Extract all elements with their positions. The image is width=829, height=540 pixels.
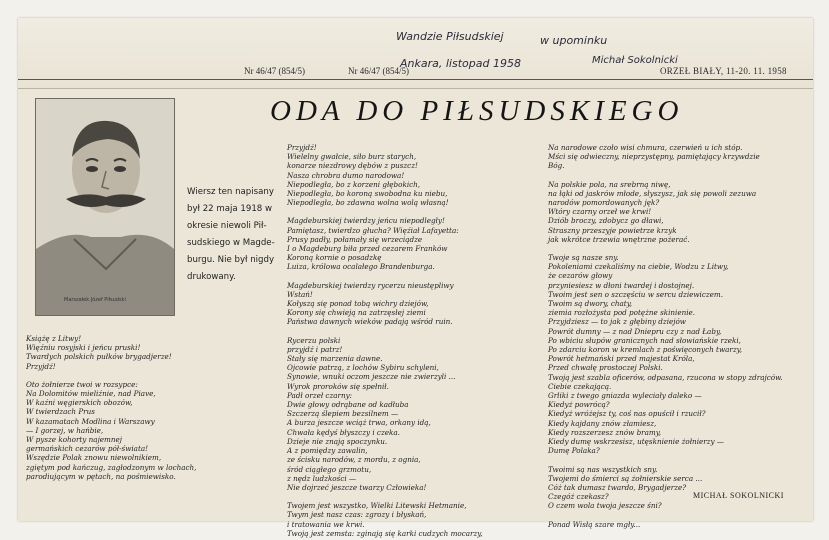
poem-line: zgiętym pod kańczug, zagłodzonym w lochach, — [26, 462, 197, 472]
poem-line: narodów pomordowanych jęk? — [548, 198, 660, 208]
handwritten-dedication-end: w upominku — [540, 34, 608, 47]
poem-line: Wyrok proroków się spełnił. — [287, 381, 389, 391]
poem-column-right — [548, 143, 783, 529]
issue-number-left: Nr 46/47 (854/5) — [244, 66, 305, 76]
poem-line: A burza jeszcze wciąż trwa, orkany idą, — [287, 418, 431, 428]
newspaper-name-date: ORZEŁ BIAŁY, 11-20. 11. 1958 — [660, 66, 787, 76]
poem-line: Twoją jest szabla oficerów, odpasana, rzucona w stopy zdrajców. — [548, 372, 783, 382]
poem-line: i tratowania we krwi. — [287, 519, 365, 529]
poem-line: parodiującym w pętach, na pośmiewisko. — [26, 471, 176, 481]
poem-line: przyjdź i patrz! — [287, 344, 343, 354]
poem-line: Niepodległa, bo z korzeni głębokich, — [287, 179, 421, 189]
poem-line: W twierdzach Prus — [26, 407, 95, 417]
poem-line: Kołyszą się ponad tobą wichry dziejów, — [287, 299, 429, 309]
poem-line: Kiedy kajdany znów złamiesz, — [548, 418, 657, 428]
poem-line: przyniesiesz w dłoni twardej i dostojnej. — [548, 280, 695, 290]
poem-line: Magdeburskiej twierdzy jeńcu niepodległy! — [287, 216, 445, 226]
poem-line: Cóż tak dumasz twardo, Brygadjerze? — [548, 482, 687, 492]
issue-number-right: Nr 46/47 (854/5) — [348, 66, 409, 76]
poem-line: Niepodległa, bo zdawna wolna wolą własną! — [287, 198, 449, 208]
poem-line: Twoim jest sen o szczęściu w sercu dziewiczem. — [548, 289, 724, 299]
poem-line: na łąki od jaskrów młode, słyszysz, jak się powoli zezuwa — [548, 188, 757, 198]
poem-line: Pokoleniami czekaliśmy na ciebie, Wodzu z Litwy, — [548, 262, 729, 272]
poem-line: germańskich cezarów pół-świata! — [26, 444, 149, 454]
poem-line: z nędz ludzkości — — [287, 473, 357, 483]
stanza-break — [548, 511, 783, 520]
poem-line: Wielelny gwałcie, siło burz starych, — [287, 152, 417, 162]
poem-line: Dziób broczy, zdobycz go dławi, — [548, 216, 664, 226]
poem-line: Dwie głowy odrąbane od kadłuba — [287, 400, 409, 410]
poem-line: Chwała kędyś błyszczy i czeka. — [287, 427, 400, 437]
poem-line: Nasza chrobra dumo narodowa! — [287, 170, 405, 180]
handwritten-signature: Michał Sokolnicki — [592, 55, 678, 66]
poem-line: Ciebie czekającą. — [548, 381, 612, 391]
poem-line: Twojem jest wszystko, Wielki Litewski Hetmanie, — [287, 501, 467, 511]
poem-line: W kazamatach Modlina i Warszawy — [26, 416, 155, 426]
poem-line: Pamiętasz, twierdzo głucha? Więźiał Lafayetta: — [287, 225, 459, 235]
poem-line: Koroną kornie o posadzkę — [287, 253, 382, 263]
poem-line: Powrót hetmański przed majestat Króla, — [548, 354, 695, 364]
note-line: okresie niewoli Pił- — [187, 221, 267, 231]
poem-line: Twoim są dwory, chaty, — [548, 299, 633, 309]
header-rule — [18, 79, 813, 80]
stanza-break — [287, 492, 483, 501]
poem-line: jak wkrótce trzewia wnętrzne pożerać. — [548, 234, 690, 244]
poem-line: O czem wola twoja jeszcze śni? — [548, 501, 662, 511]
poem-line: Kiedy rozszerzesz znów bramy, — [548, 427, 662, 437]
poem-line: śród ciągłego grzmotu, — [287, 464, 372, 474]
stanza-break — [287, 327, 483, 336]
poem-line: Przed chwałę prostoczej Polski. — [548, 363, 663, 373]
poem-line: Powrót dumny — z nad Dniepru czy z nad Łaby, — [548, 326, 722, 336]
poem-line: Więźniu rosyjski i jeńcu pruski! — [26, 343, 141, 353]
poem-line: Twojemi do śmierci są żołnierskie serca ... — [548, 473, 703, 483]
poem-line: Ojcowie patrzą, z lochów Sybiru schyleni, — [287, 363, 439, 373]
poem-line: — I gorzej, w hańbie, — [26, 425, 104, 435]
poem-line: Magdeburskiej twierdzy rycerzu nieustępliwy — [287, 280, 454, 290]
poem-title: ODA DO PIŁSUDSKIEGO — [270, 95, 684, 127]
poem-line: Po wbiciu słupów granicznych nad słowiańskie rzeki, — [548, 335, 741, 345]
portrait-illustration — [36, 99, 174, 315]
poem-line: Dzieje nie znają spoczynku. — [287, 436, 388, 446]
note-line: burgu. Nie był nigdy — [187, 255, 275, 265]
poem-line: Stały się marzenia dawne. — [287, 354, 383, 364]
poem-line: Na Dolomitów mieliźnie, nad Piave, — [26, 389, 156, 399]
poem-line: Wszędzie Polak znowu niewolnikiem, — [26, 453, 162, 463]
poem-line: Oto żołnierze twoi w rozsypce: — [26, 379, 138, 389]
note-line: był 22 maja 1918 w — [187, 204, 273, 214]
poem-line: W kaźni węgierskich obozów, — [26, 398, 133, 408]
stanza-break — [287, 207, 483, 216]
poem-line: Przyjdź! — [287, 143, 317, 152]
poem-line: A z pomiędzy zawalin, — [287, 446, 368, 456]
note-line: Wiersz ten napisany — [187, 187, 274, 197]
poem-line: Twardych polskich pułków brygadjerze! — [26, 352, 172, 362]
stanza-break — [548, 456, 783, 465]
poem-line: Po zdarciu koron w kremlach z poświęconych twarzy, — [548, 345, 742, 355]
stanza-break — [26, 371, 196, 380]
poem-line: Kiedyż powrócą? — [548, 400, 610, 410]
author-signature: MICHAŁ SOKOLNICKI — [693, 491, 784, 500]
handwritten-place-date: Ankara, listopad 1958 — [400, 57, 521, 70]
poem-column-middle — [287, 143, 483, 538]
poem-line: Twym jest nasz czas: zgrozy i błyskań, — [287, 510, 427, 520]
poem-line: że cezarów głowy — [548, 271, 613, 281]
poem-line: Twoje są nasze sny. — [548, 253, 619, 263]
poem-line: Straszny przeszyje powietrze krzyk — [548, 225, 677, 235]
poem-line: konarze niezdrowy dębów z puszcz! — [287, 161, 418, 171]
poem-line: Synowie, wnuki oczom jeszcze nie zwierzyli ... — [287, 372, 456, 382]
poem-line: Kiedyż wróżejsz ty, coś nas opuścił i rzucił? — [548, 409, 706, 419]
poem-line: Na narodowe czoło wisi chmura, czerwień u ich stóp. — [548, 143, 743, 152]
poem-line: Książę z Litwy! — [26, 334, 82, 343]
poem-line: Nie dojrzeć jeszcze twarzy Człowieka! — [287, 482, 427, 492]
poem-line: Twoimi są nas wszystkich sny. — [548, 464, 658, 474]
poem-line: Twoją jest zemsta: zginają się karki cudzych mocarzy, — [287, 528, 483, 538]
poem-line: Rycerzu polski — [287, 335, 341, 345]
poem-line: Czegóż czekasz? — [548, 492, 609, 502]
note-line: sudskiego w Magde- — [187, 238, 275, 248]
poem-line: Wstań! — [287, 289, 313, 299]
poem-line: Państwa dawnych wieków padają wśród ruin. — [287, 317, 453, 327]
poem-line: Mści się odwieczny, nieprzystępny, pamiętający krzywdzie — [548, 152, 760, 162]
poem-line: W pysze kohorty najemnej — [26, 435, 122, 445]
poem-line: Bóg. — [548, 161, 565, 171]
poem-line: Prusy padły, połamały się wrzeciądze — [287, 234, 423, 244]
portrait-caption: Marszałek Józef Piłsudski — [64, 297, 126, 303]
poem-line: Przyjdź! — [26, 361, 56, 371]
poem-line: Kiedy dumę wskrzesisz, utęsknienie żołnierzy — — [548, 437, 724, 447]
editorial-note — [187, 184, 287, 286]
poem-line: Luiza, królowa ocalałego Brandenburga. — [287, 262, 435, 272]
poem-line: ze ścisku narodów, z mordu, z ognia, — [287, 455, 421, 465]
poem-line: Szczerzą ślepiem bezsilnem — — [287, 409, 399, 419]
stanza-break — [287, 272, 483, 281]
handwritten-dedication: Wandzie Piłsudskiej — [396, 30, 504, 43]
poem-line: Przyjdziesz — to jak z głębiny dziejów — [548, 317, 686, 327]
stanza-break — [548, 244, 783, 253]
poem-line: Grliki z twego gniazda wyleciały daleko — — [548, 391, 702, 401]
poem-column-left — [26, 334, 196, 481]
portrait-photo — [35, 98, 175, 316]
poem-line: Korony się chwieją na zatrzęsłej ziemi — [287, 308, 426, 318]
poem-line: Padł orzeł czarny: — [287, 390, 353, 400]
poem-line: Ponad Wisłą szare mgły... — [548, 519, 641, 529]
stanza-break — [548, 171, 783, 180]
poem-line: Wtóry czarny orzeł we krwi! — [548, 207, 652, 217]
poem-line: Na polskie pola, na srebrną niwę, — [548, 179, 671, 189]
note-line: drukowany. — [187, 272, 236, 282]
poem-line: Niepodległa, bo koroną swobodna ku niebu, — [287, 189, 448, 199]
poem-line: I o Magdeburg biła przed cezarem Franków — [287, 244, 448, 254]
poem-line: ziemia rozłożysta pod potężne skinienie. — [548, 308, 696, 318]
poem-line: Dumę Polaka? — [548, 446, 600, 456]
